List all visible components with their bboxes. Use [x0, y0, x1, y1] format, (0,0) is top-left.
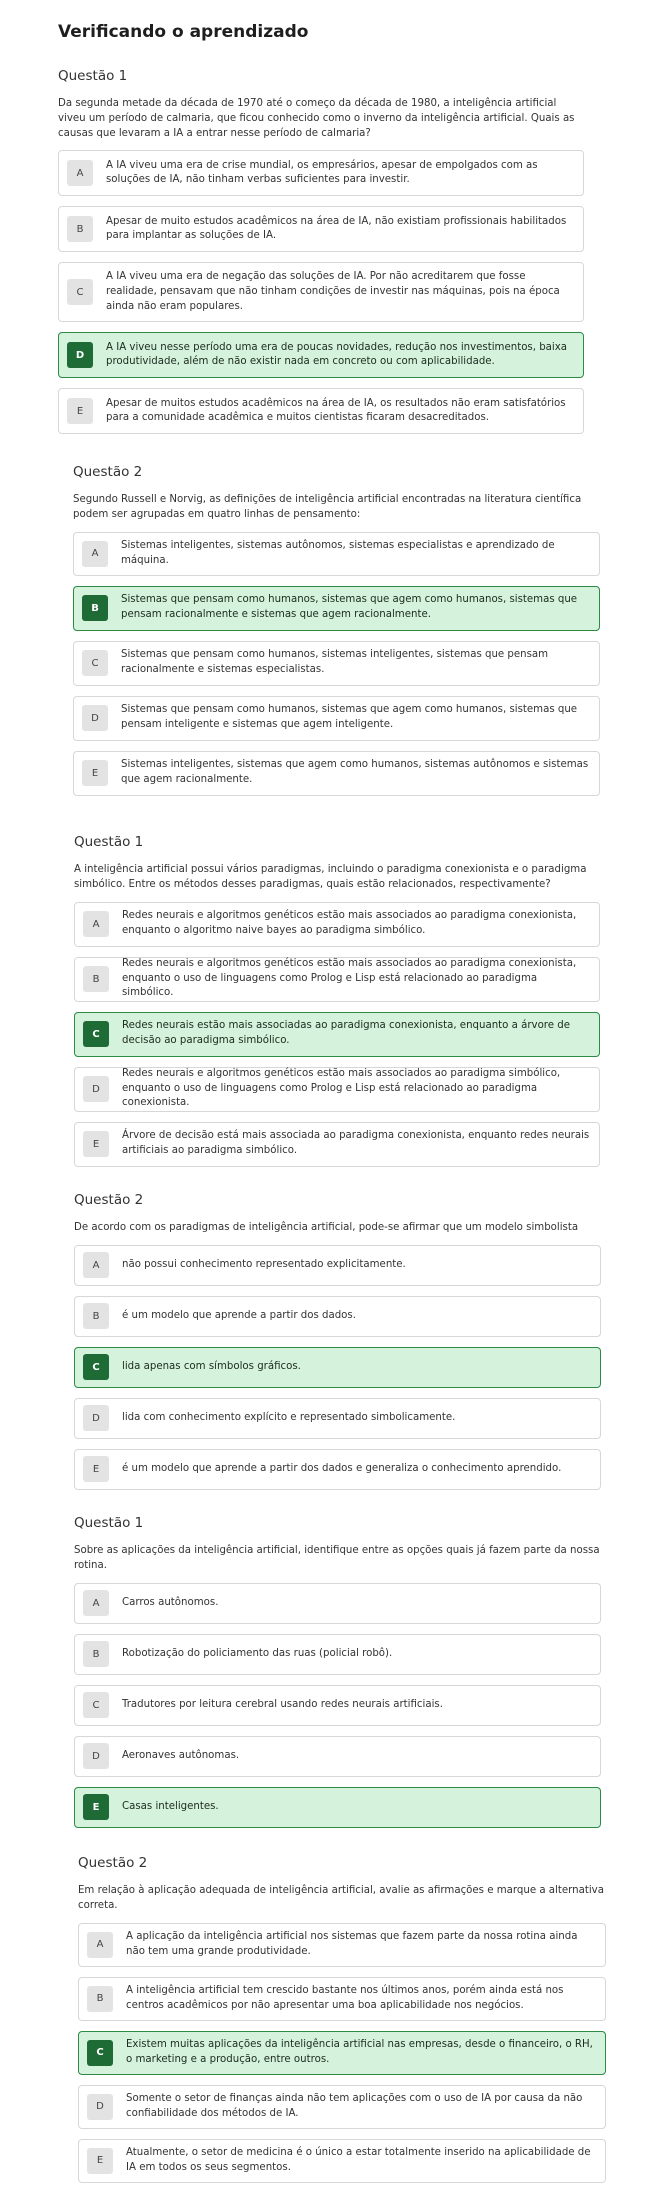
question-block [73, 464, 600, 806]
question-text: De acordo com os paradigmas de inteligência artificial, pode-se afirmar que um modelo simbolista [74, 1222, 579, 1233]
question-title: Questão 1 [74, 1515, 144, 1531]
option-letter: A [82, 541, 108, 567]
question-block [78, 1855, 606, 2193]
option-text: Sistemas inteligentes, sistemas autônomos, sistemas especialistas e aprendizado de máquina. [121, 539, 555, 566]
option-text: Sistemas que pensam como humanos, sistemas inteligentes, sistemas que pensam racionalmente e sistemas especialistas. [121, 649, 549, 676]
option-d[interactable] [78, 2085, 606, 2129]
option-letter: E [83, 1456, 109, 1482]
option-b[interactable] [74, 1296, 601, 1337]
question-block [74, 1192, 601, 1500]
option-e[interactable] [74, 1449, 601, 1490]
option-text: Somente o setor de finanças ainda não tem aplicações com o uso de IA por causa da não confiabilidade dos métodos de IA. [126, 2092, 583, 2119]
option-letter: A [87, 1932, 113, 1958]
option-e[interactable] [73, 751, 600, 796]
option-letter: D [87, 2094, 113, 2120]
option-letter: D [83, 1076, 109, 1102]
option-b[interactable] [74, 1634, 601, 1675]
option-letter: B [67, 216, 93, 242]
option-b[interactable] [78, 1977, 606, 2021]
option-text: Apesar de muito estudos acadêmicos na área de IA, não existiam profissionais habilitados para implantar as soluções de IA. [106, 215, 567, 242]
option-a[interactable] [74, 1245, 601, 1286]
option-text: Existem muitas aplicações da inteligência artificial nas empresas, desde o financeiro, o RH, o marketing e a produção, entre outros. [126, 2038, 593, 2065]
option-text: Aeronaves autônomas. [122, 1749, 240, 1761]
option-text: Carros autônomos. [122, 1596, 219, 1608]
option-letter: C [83, 1354, 109, 1380]
option-letter: C [83, 1021, 109, 1047]
option-e[interactable] [58, 388, 584, 434]
question-text: Da segunda metade da década de 1970 até o começo da década de 1980, a inteligência artificial viveu um período de calmaria, que ficou conhecido como o inverno da inteligência artificial. Quais as causas que levaram a IA a entrar nesse período de calmaria? [58, 98, 575, 139]
question-block [58, 68, 584, 444]
option-e[interactable] [74, 1787, 601, 1828]
option-text: Sistemas que pensam como humanos, sistemas que agem como humanos, sistemas que pensam racionalmente e sistemas que agem racionalmente. [121, 594, 578, 621]
option-b[interactable] [74, 957, 600, 1002]
question-block [74, 1515, 601, 1838]
option-c[interactable] [74, 1685, 601, 1726]
option-letter: B [87, 1986, 113, 2012]
option-letter: C [82, 650, 108, 676]
option-a[interactable] [73, 532, 600, 576]
option-d[interactable] [73, 696, 600, 741]
option-letter: A [83, 1590, 109, 1616]
question-title: Questão 1 [58, 68, 128, 84]
option-c[interactable] [58, 262, 584, 322]
option-text: A IA viveu uma era de negação das soluções de IA. Por não acreditarem que fosse realidade, pensavam que não tinham condições de investir nas máquinas, pois na época ainda não eram populares. [106, 271, 560, 312]
option-a[interactable] [74, 902, 600, 947]
option-a[interactable] [78, 1923, 606, 1967]
option-text: Robotização do policiamento das ruas (policial robô). [122, 1647, 393, 1659]
option-text: Redes neurais e algoritmos genéticos estão mais associados ao paradigma conexionista, enquanto o algoritmo naive bayes ao paradigma simbólico. [122, 910, 577, 937]
question-text: Sobre as aplicações da inteligência artificial, identifique entre as opções quais já fazem parte da nossa rotina. [74, 1545, 600, 1571]
option-text: Tradutores por leitura cerebral usando redes neurais artificiais. [122, 1698, 443, 1710]
option-text: é um modelo que aprende a partir dos dados. [122, 1309, 356, 1321]
option-c[interactable] [78, 2031, 606, 2075]
option-text: Apesar de muitos estudos acadêmicos na área de IA, os resultados não eram satisfatórios para a comunidade acadêmica e muitos cientistas ficaram desacreditados. [106, 397, 566, 424]
option-c[interactable] [73, 641, 600, 686]
option-letter: B [83, 1641, 109, 1667]
option-letter: D [82, 705, 108, 731]
question-title: Questão 2 [73, 464, 143, 480]
option-c[interactable] [74, 1012, 600, 1057]
option-text: A IA viveu nesse período uma era de poucas novidades, redução nos investimentos, baixa produtividade, além de não existir nada em concreto ou com aplicabilidade. [106, 341, 568, 368]
option-c[interactable] [74, 1347, 601, 1388]
option-text: Redes neurais e algoritmos genéticos estão mais associados ao paradigma conexionista, enquanto o uso de linguagens como Prolog e Lisp está relacionado ao paradigma simbólico. [122, 957, 577, 999]
question-title: Questão 1 [74, 834, 144, 850]
option-text: A aplicação da inteligência artificial nos sistemas que fazem parte da nossa rotina ainda não tem uma grande produtividade. [126, 1930, 578, 1957]
option-letter: D [83, 1743, 109, 1769]
option-d[interactable] [74, 1067, 600, 1112]
question-block [74, 834, 600, 1177]
option-text: Sistemas que pensam como humanos, sistemas que agem como humanos, sistemas que pensam inteligente e sistemas que agem inteligente. [121, 704, 578, 731]
option-letter: D [67, 342, 93, 368]
option-letter: C [83, 1692, 109, 1718]
option-text: não possui conhecimento representado explicitamente. [122, 1258, 406, 1270]
option-b[interactable] [58, 206, 584, 252]
option-text: Árvore de decisão está mais associada ao paradigma conexionista, enquanto redes neurais artificiais ao paradigma simbólico. [122, 1130, 590, 1157]
question-text: A inteligência artificial possui vários paradigmas, incluindo o paradigma conexionista e o paradigma simbólico. Entre os métodos desses paradigmas, quais estão relacionados, respectivamente? [74, 864, 587, 890]
question-text: Segundo Russell e Norvig, as definições de inteligência artificial encontradas na literatura científica podem ser agrupadas em quatro linhas de pensamento: [73, 494, 582, 520]
option-d[interactable] [74, 1736, 601, 1777]
option-letter: E [83, 1794, 109, 1820]
option-letter: A [83, 911, 109, 937]
question-title: Questão 2 [78, 1855, 148, 1871]
option-text: Atualmente, o setor de medicina é o único a estar totalmente inserido na aplicabilidade de IA em todos os seus segmentos. [126, 2146, 591, 2173]
option-b[interactable] [73, 586, 600, 631]
option-text: Redes neurais e algoritmos genéticos estão mais associados ao paradigma simbólico, enquanto o uso de linguagens como Prolog e Lisp está relacionado ao paradigma conexionista. [122, 1067, 561, 1109]
option-letter: A [67, 160, 93, 186]
option-letter: E [87, 2148, 113, 2174]
option-letter: D [83, 1405, 109, 1431]
option-a[interactable] [74, 1583, 601, 1624]
option-d[interactable] [74, 1398, 601, 1439]
option-text: A IA viveu uma era de crise mundial, os empresários, apesar de empolgados com as soluções de IA, não tinham verbas suficientes para investir. [106, 159, 538, 186]
option-letter: A [83, 1252, 109, 1278]
question-title: Questão 2 [74, 1192, 144, 1208]
option-text: Redes neurais estão mais associadas ao paradigma conexionista, enquanto a árvore de decisão ao paradigma simbólico. [122, 1020, 571, 1047]
option-letter: C [87, 2040, 113, 2066]
option-e[interactable] [74, 1122, 600, 1167]
page-title: Verificando o aprendizado [58, 22, 309, 42]
option-letter: B [83, 966, 109, 992]
option-letter: B [82, 595, 108, 621]
option-letter: E [83, 1131, 109, 1157]
option-letter: E [82, 760, 108, 786]
option-text: lida com conhecimento explícito e representado simbolicamente. [122, 1411, 456, 1423]
option-a[interactable] [58, 150, 584, 196]
option-text: A inteligência artificial tem crescido bastante nos últimos anos, porém ainda está nos centros acadêmicos por não apresentar uma boa aplicabilidade nos negócios. [126, 1984, 564, 2011]
option-text: é um modelo que aprende a partir dos dados e generaliza o conhecimento aprendido. [122, 1462, 562, 1474]
option-letter: E [67, 398, 93, 424]
option-d[interactable] [58, 332, 584, 378]
option-text: Casas inteligentes. [122, 1800, 219, 1812]
option-text: Sistemas inteligentes, sistemas que agem como humanos, sistemas autônomos e sistemas que agem racionalmente. [121, 759, 589, 786]
question-text: Em relação à aplicação adequada de inteligência artificial, avalie as afirmações e marque a alternativa correta. [78, 1885, 604, 1911]
option-e[interactable] [78, 2139, 606, 2183]
option-letter: C [67, 279, 93, 305]
option-text: lida apenas com símbolos gráficos. [122, 1360, 301, 1372]
option-letter: B [83, 1303, 109, 1329]
